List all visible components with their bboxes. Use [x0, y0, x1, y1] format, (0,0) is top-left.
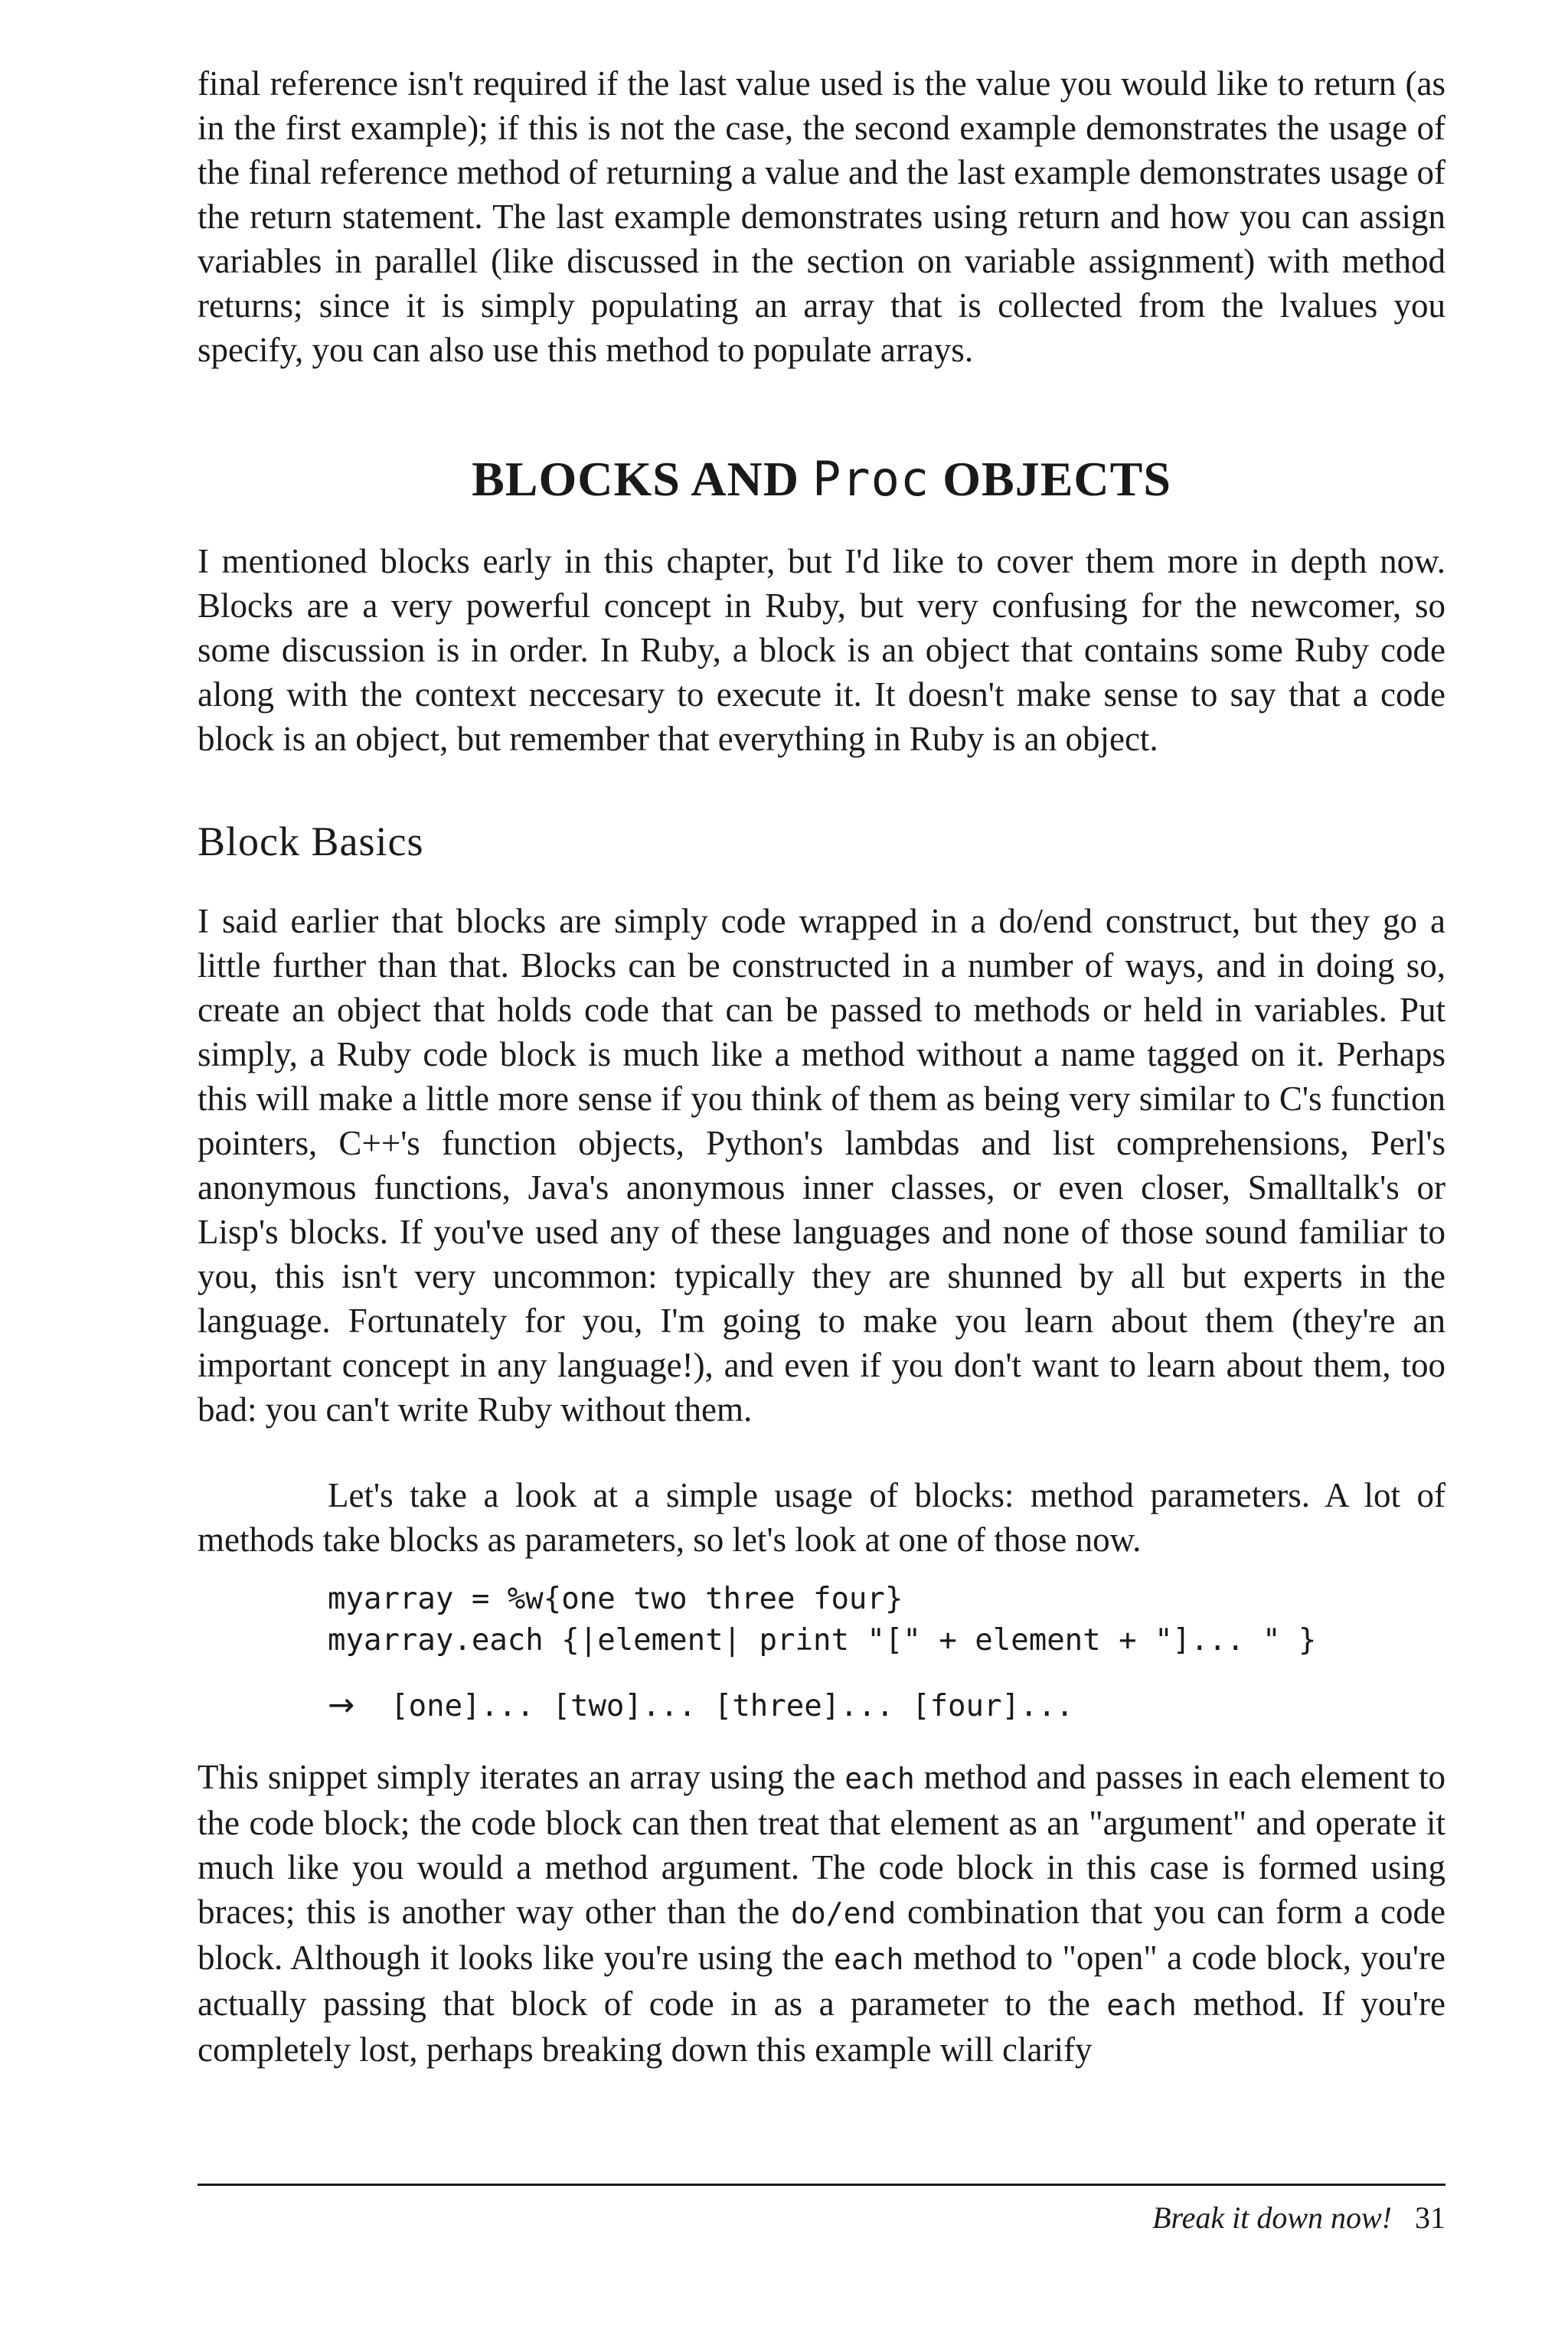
explanation-seg4: method to "open" a code block, you're actually passing that block of code in as a parameter to the [198, 1939, 1446, 2023]
explanation-seg3: combination that you can form a code block. Although it looks like you're using the [198, 1893, 1446, 1977]
page-body [198, 61, 1446, 2072]
explanation-code1: each [844, 1762, 915, 1795]
section-title-part2: OBJECTS [929, 452, 1171, 506]
explanation-seg1: This snippet simply iterates an array using the [198, 1758, 845, 1796]
section-title-code: Proc [812, 451, 930, 507]
code-line-2: myarray.each {|element| print "[" + element + "]... " } [328, 1623, 1317, 1658]
explanation-paragraph [198, 1755, 1446, 2072]
result-arrow-icon: → [328, 1686, 355, 1723]
explanation-code2: do/end [790, 1896, 897, 1930]
code-output [198, 1684, 1446, 1727]
intro-paragraph: final reference isn't required if the last value used is the value you would like to return (as in the first example); if this is not the case, the second example demonstrates the usage of the final reference method of returning a value and the last example demonstrates usage of the return statement. The last example demonstrates using return and how you can assign variables in parallel (like discussed in the section on variable assignment) with method returns; since it is simply populating an array that is collected from the lvalues you specify, you can also use this method to populate arrays. [198, 64, 1446, 369]
explanation-seg5: method. If you're completely lost, perhaps breaking down this example will clarify [198, 1984, 1446, 2069]
subsection-paragraph-1: I said earlier that blocks are simply code wrapped in a do/end construct, but they go a little further than that. Blocks can be constructed in a number of ways, and in doing so, create an object that holds code that can be passed to methods or held in variables. Put simply, a Ruby code block is much like a method without a name tagged on it. Perhaps this will make a little more sense if you think of them as being very similar to C's function pointers, C++'s function objects, Python's lambdas and list comprehensions, Perl's anonymous functions, Java's anonymous inner classes, or even closer, Smalltalk's or Lisp's blocks. If you've used any of these languages and none of those sound familiar to you, this isn't very uncommon: typically they are shunned by all but experts in the language. Fortunately for you, I'm going to make you learn about them (they're an important concept in any language!), and even if you don't want to learn about them, too bad: you can't write Ruby without them. [198, 902, 1446, 1429]
page-number: 31 [1415, 2200, 1446, 2235]
explanation-code4: each [1106, 1988, 1177, 2022]
explanation-code3: each [833, 1942, 904, 1976]
explanation-seg2: method and passes in each element to the code block; the code block can then treat that element as an "argument" and operate it much like you would a method argument. The code block in this case is formed using braces; this is another way other than the [198, 1758, 1446, 1931]
section-title [198, 449, 1446, 510]
footer-rule [198, 2184, 1446, 2186]
code-line-1: myarray = %w{one two three four} [328, 1582, 903, 1616]
subsection-title: Block Basics [198, 818, 424, 864]
page-footer [198, 2199, 1446, 2237]
code-block [198, 1579, 1446, 1661]
section-title-part1: BLOCKS AND [472, 452, 812, 506]
subsection-paragraph-2: Let's take a look at a simple usage of blocks: method parameters. A lot of methods take blocks as parameters, so let's look at one of those now. [198, 1476, 1446, 1559]
code-output-text: [one]... [two]... [three]... [four]... [354, 1689, 1074, 1723]
running-head: Break it down now! [1152, 2200, 1392, 2235]
section-paragraph: I mentioned blocks early in this chapter, but I'd like to cover them more in depth now. Blocks are a very powerful concept in Ruby, but very confusing for the newcomer, so some discussion is in order. In Ruby, a block is an object that contains some Ruby code along with the context neccesary to execute it. It doesn't make sense to say that a code block is an object, but remember that everything in Ruby is an object. [198, 542, 1446, 758]
